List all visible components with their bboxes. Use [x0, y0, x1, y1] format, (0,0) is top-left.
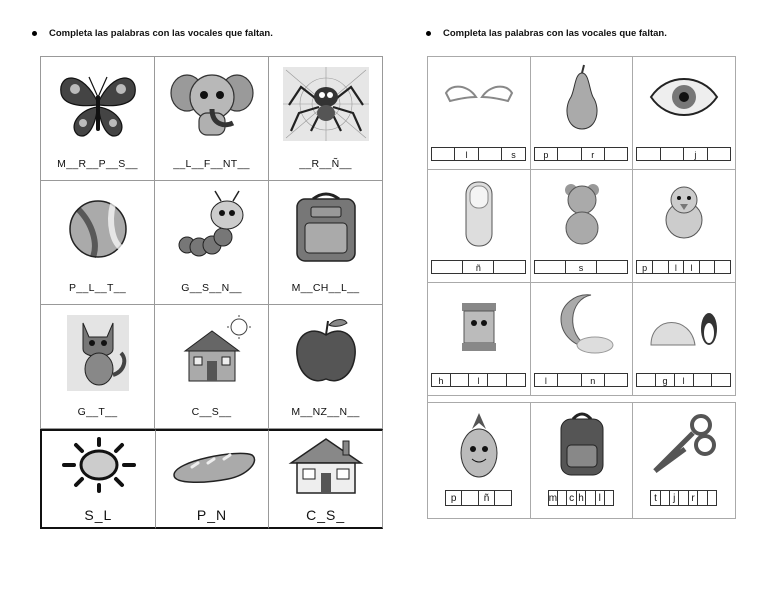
fill-in-word: M__NZ__N__ — [291, 406, 360, 418]
teddy-bear-icon — [545, 176, 619, 248]
right-card — [531, 57, 634, 170]
letter-box[interactable]: l — [468, 373, 488, 387]
right-card — [531, 283, 634, 396]
letter-box[interactable] — [707, 147, 731, 161]
letter-box[interactable] — [431, 260, 463, 274]
letter-box[interactable]: l — [674, 373, 694, 387]
letter-box[interactable]: p — [636, 260, 653, 274]
left-row — [41, 429, 383, 529]
letter-boxes — [535, 147, 629, 161]
fill-in-word: __L__F__NT__ — [173, 158, 250, 170]
letter-boxes — [637, 147, 731, 161]
left-card — [155, 57, 269, 181]
letter-boxes — [651, 490, 717, 506]
fill-in-word: M__CH__L__ — [291, 282, 360, 294]
letter-boxes — [637, 260, 731, 274]
letter-boxes — [432, 260, 526, 274]
right-card — [428, 402, 531, 519]
left-row — [41, 57, 383, 181]
letter-box[interactable] — [493, 260, 525, 274]
left-card — [269, 305, 383, 429]
left-card — [41, 181, 155, 305]
butterfly-icon — [53, 65, 143, 143]
letter-box[interactable]: j — [669, 490, 679, 506]
letter-boxes — [637, 373, 731, 387]
right-row — [428, 283, 736, 396]
letter-boxes — [549, 490, 615, 506]
wings-icon — [442, 63, 516, 135]
right-card — [428, 170, 531, 283]
moon-icon — [545, 289, 619, 361]
left-card — [269, 181, 383, 305]
right-instruction: Completa las palabras con las vocales que faltan. — [426, 28, 667, 39]
letter-box[interactable]: t — [650, 490, 660, 506]
letter-box[interactable] — [506, 373, 526, 387]
letter-box[interactable] — [652, 260, 669, 274]
right-row — [428, 170, 736, 283]
pineapple-icon — [442, 409, 516, 481]
thread-spool-icon — [442, 289, 516, 361]
letter-box[interactable]: ñ — [478, 490, 495, 506]
eye-icon — [647, 63, 721, 135]
letter-box[interactable]: s — [565, 260, 597, 274]
sun-icon — [54, 435, 144, 495]
letter-box[interactable]: ñ — [462, 260, 494, 274]
left-card — [155, 305, 269, 429]
right-card — [633, 57, 736, 170]
letter-box[interactable]: c — [566, 490, 576, 506]
fill-in-word: G__T__ — [77, 406, 118, 418]
left-card — [40, 429, 156, 529]
fill-in-word: C__S__ — [191, 406, 232, 418]
letter-box[interactable]: r — [688, 490, 698, 506]
bullet-icon — [32, 31, 37, 36]
backpack-icon — [281, 189, 371, 267]
fill-in-word: S_L — [84, 507, 113, 523]
letter-box[interactable] — [604, 373, 628, 387]
letter-box[interactable]: l — [595, 490, 605, 506]
letter-box[interactable]: h — [576, 490, 586, 506]
letter-box[interactable] — [596, 260, 628, 274]
right-row — [428, 402, 736, 519]
letter-box[interactable]: r — [581, 147, 605, 161]
left-card — [269, 429, 383, 529]
letter-box[interactable]: p — [534, 147, 558, 161]
caterpillar-icon — [167, 189, 257, 267]
letter-box[interactable]: l — [668, 260, 685, 274]
fill-in-word: C_S_ — [306, 507, 346, 523]
bread-icon — [168, 435, 258, 495]
letter-box[interactable] — [461, 490, 478, 506]
right-card — [633, 170, 736, 283]
letter-box[interactable]: g — [655, 373, 675, 387]
house-icon — [167, 313, 257, 391]
scissors-icon — [647, 409, 721, 481]
elephant-icon — [167, 65, 257, 143]
letter-box[interactable] — [693, 373, 713, 387]
letter-box[interactable] — [660, 147, 684, 161]
letter-box[interactable] — [699, 260, 716, 274]
letter-box[interactable] — [711, 373, 731, 387]
fill-in-word: __R__Ñ__ — [299, 158, 352, 170]
letter-box[interactable]: s — [501, 147, 525, 161]
left-card — [155, 181, 269, 305]
letter-boxes — [535, 373, 629, 387]
right-card — [428, 57, 531, 170]
fill-in-word: M__R__P__S__ — [57, 158, 138, 170]
letter-box[interactable] — [714, 260, 731, 274]
left-card — [41, 57, 155, 181]
house-outline-icon — [281, 435, 371, 495]
letter-box[interactable] — [636, 147, 660, 161]
fill-in-word: G__S__N__ — [181, 282, 242, 294]
letter-box[interactable] — [494, 490, 511, 506]
letter-box[interactable] — [478, 147, 502, 161]
letter-box[interactable] — [604, 490, 614, 506]
letter-box[interactable]: n — [581, 373, 605, 387]
letter-box[interactable]: p — [445, 490, 462, 506]
letter-box[interactable] — [534, 260, 566, 274]
right-card — [633, 402, 736, 519]
left-worksheet-grid — [40, 56, 383, 529]
left-instruction: Completa las palabras con las vocales que faltan. — [32, 28, 273, 39]
backpack-icon — [545, 409, 619, 481]
apple-icon — [281, 313, 371, 391]
pear-icon — [545, 63, 619, 135]
left-card — [269, 57, 383, 181]
right-card — [531, 402, 634, 519]
letter-boxes — [535, 260, 629, 274]
letter-box[interactable] — [557, 373, 581, 387]
letter-box[interactable] — [604, 147, 628, 161]
fill-in-word: P__L__T__ — [69, 282, 126, 294]
right-worksheet-grid — [427, 56, 736, 519]
left-card — [41, 305, 155, 429]
igloo-icon — [647, 289, 721, 361]
letter-box[interactable] — [557, 147, 581, 161]
letter-box[interactable]: m — [548, 490, 558, 506]
bullet-icon — [426, 31, 431, 36]
letter-box[interactable] — [450, 373, 470, 387]
letter-box[interactable]: h — [431, 373, 451, 387]
letter-box[interactable]: l — [454, 147, 478, 161]
letter-box[interactable] — [487, 373, 507, 387]
letter-boxes — [432, 373, 526, 387]
letter-box[interactable] — [431, 147, 455, 161]
left-row — [41, 305, 383, 429]
ball-icon — [53, 189, 143, 267]
letter-box[interactable] — [707, 490, 717, 506]
fingernail-icon — [442, 176, 516, 248]
right-card — [633, 283, 736, 396]
right-card — [428, 283, 531, 396]
letter-box[interactable]: l — [534, 373, 558, 387]
spider-icon — [281, 65, 371, 143]
fill-in-word: P_N — [196, 507, 228, 523]
letter-boxes — [446, 490, 512, 506]
letter-boxes — [432, 147, 526, 161]
letter-box[interactable] — [636, 373, 656, 387]
cat-icon — [53, 313, 143, 391]
left-row — [41, 181, 383, 305]
right-row — [428, 57, 736, 170]
letter-box[interactable]: j — [683, 147, 707, 161]
letter-box[interactable]: l — [683, 260, 700, 274]
chick-icon — [647, 176, 721, 248]
right-card — [531, 170, 634, 283]
left-card — [156, 429, 270, 529]
